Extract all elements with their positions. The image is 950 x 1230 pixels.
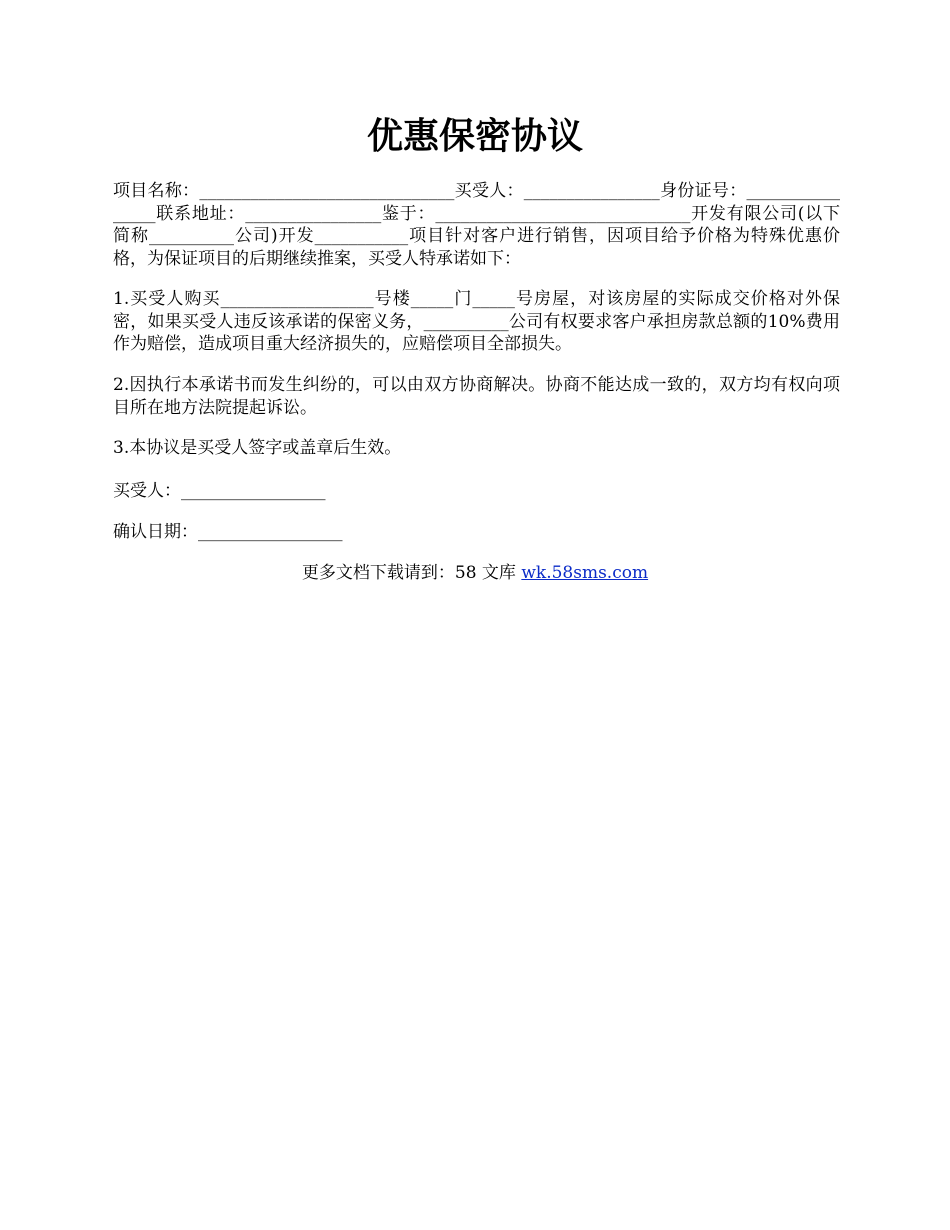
footer-prefix: 更多文档下载请到：58 文库: [301, 563, 522, 583]
footer-note: [0, 562, 950, 585]
intro-paragraph: 项目名称：______________________________买受人：________________身份证号：________________联系地址：________________鉴于：______________________________开发有限公司(以下简称__________公司)开发___________项目针对客户进行销售，因项目给予价格为特殊优惠价格，为保证项目的后期继续推案，买受人特承诺如下：: [113, 181, 840, 269]
clause-1: 1.买受人购买__________________号楼_____门_____号房屋，对该房屋的实际成交价格对外保密，如果买受人违反该承诺的保密义务，__________公司有权要求客户承担房款总额的10%费用作为赔偿，造成项目重大经济损失的，应赔偿项目全部损失。: [113, 289, 840, 354]
clause-2: 2.因执行本承诺书而发生纠纷的，可以由双方协商解决。协商不能达成一致的，双方均有权向项目所在地方法院提起诉讼。: [113, 375, 840, 418]
footer-link[interactable]: wk.58sms.com: [521, 563, 649, 583]
confirm-date-line: 确认日期：_________________: [113, 522, 343, 542]
document-title: 优惠保密协议: [366, 115, 583, 157]
clause-3: 3.本协议是买受人签字或盖章后生效。: [113, 438, 402, 458]
buyer-signature-line: 买受人：_________________: [113, 481, 326, 501]
